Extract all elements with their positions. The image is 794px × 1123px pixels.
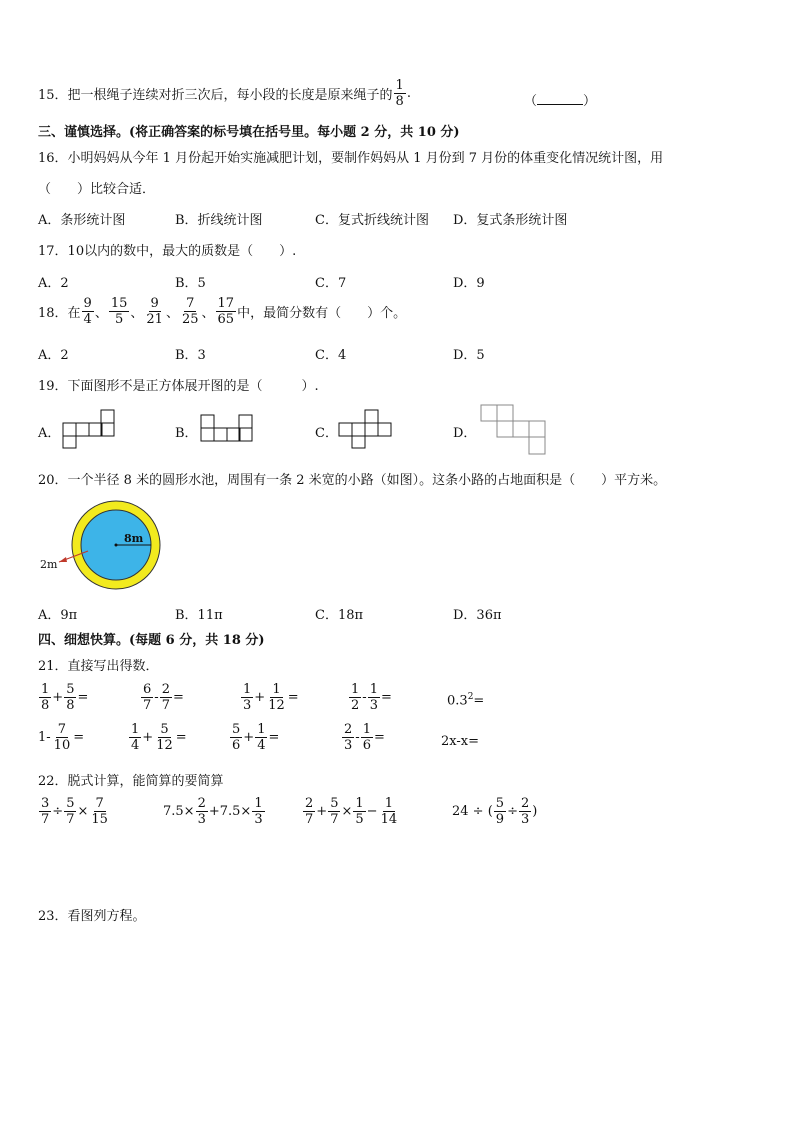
q17-option-a[interactable]: A．2 (38, 276, 69, 291)
q18-fraction: $\frac{9}{4}$ (83, 296, 92, 327)
q17-option-c[interactable]: C．7 (315, 276, 347, 291)
q21-expr-power: $0.3^2=$ (447, 692, 485, 709)
q19-net-d (480, 404, 546, 456)
q20-radius-label: 8m (124, 532, 144, 545)
q16-option-c[interactable]: C．复式折线统计图 (315, 213, 429, 228)
q20-option-c[interactable]: C．18π (315, 608, 364, 623)
q19-net-c (338, 409, 392, 449)
q21-expr: $\frac{1}{8}$ + $\frac{5}{8}$ = (41, 682, 89, 713)
q18-option-a[interactable]: A．2 (38, 348, 69, 363)
q21-expr: 1- $\frac{7}{10}$ = (38, 722, 85, 753)
q18-fraction: $\frac{15}{5}$ (110, 296, 128, 327)
q18-fraction: $\frac{17}{65}$ (217, 296, 235, 327)
q21-text: 21．直接写出得数． (38, 659, 159, 674)
q15-answer-blank[interactable]: （ ） (524, 94, 597, 109)
q22-expr-2: 7.5× $\frac{2}{3}$ +7.5× $\frac{1}{3}$ (163, 796, 263, 827)
q16-option-d[interactable]: D．复式条形统计图 (453, 213, 568, 228)
q18-fraction: $\frac{7}{25}$ (181, 296, 199, 327)
q21-expr: $\frac{6}{7}$ - $\frac{2}{7}$ = (143, 682, 184, 713)
q21-expr: $\frac{1}{4}$ + $\frac{5}{12}$ = (131, 722, 187, 753)
q16-option-a[interactable]: A．条形统计图 (38, 213, 126, 228)
q22-expr-4: 24 ÷ ( $\frac{5}{9}$ ÷ $\frac{2}{3}$ ) (452, 796, 538, 827)
q21-expr: $\frac{5}{6}$ + $\frac{1}{4}$ = (232, 722, 280, 753)
q19-option-c[interactable]: C． (315, 426, 338, 441)
q18-option-b[interactable]: B．3 (175, 348, 206, 363)
q19-option-d[interactable]: D． (453, 426, 477, 441)
q15-fraction: $\frac{1}{8}$ (395, 78, 404, 109)
q21-expr: $\frac{2}{3}$ - $\frac{1}{6}$ = (344, 722, 385, 753)
q22-expr-1: $\frac{3}{7}$ ÷ $\frac{5}{7}$ × $\frac{7}{15}$ (41, 796, 108, 827)
q22-text: 22．脱式计算，能简算的要简算 (38, 774, 224, 789)
q17-option-b[interactable]: B．5 (175, 276, 206, 291)
q20-option-d[interactable]: D．36π (453, 608, 502, 623)
q16-line2: （ ）比较合适． (38, 182, 156, 197)
q18-option-d[interactable]: D．5 (453, 348, 485, 363)
q15-text: 15．把一根绳子连续对折三次后，每小段的长度是原来绳子的 (38, 88, 393, 103)
q20-text: 20．一个半径 8 米的圆形水池，周围有一条 2 米宽的小路（如图）。这条小路的占地面积是（ ）平方米。 (38, 473, 667, 488)
q20-pond-figure (36, 498, 166, 594)
q20-width-label: 2m (40, 558, 58, 571)
q17-text: 17．10以内的数中，最大的质数是（ ）. (38, 244, 297, 259)
q20-option-a[interactable]: A．9π (38, 608, 78, 623)
q16-option-b[interactable]: B．折线统计图 (175, 213, 263, 228)
q18-fraction: $\frac{9}{21}$ (146, 296, 163, 327)
q20-option-b[interactable]: B．11π (175, 608, 223, 623)
section-4-title: 四、细想快算。(每题 6 分，共 18 分) (38, 633, 265, 648)
q22-expr-3: $\frac{2}{7}$ + $\frac{5}{7}$ × $\frac{1}{5}$ − $\frac{1}{14}$ (305, 796, 398, 827)
q21-expr-algebra: 2x-x= (441, 734, 479, 749)
q21-expr: $\frac{1}{2}$ - $\frac{1}{3}$ = (351, 682, 392, 713)
q21-expr: $\frac{1}{3}$ + $\frac{1}{12}$ = (243, 682, 299, 713)
q19-option-b[interactable]: B． (175, 426, 198, 441)
q16-line1: 16．小明妈妈从今年 1 月份起开始实施减肥计划，要制作妈妈从 1 月份到 7 月份的体重变化情况统计图，用 (38, 151, 664, 166)
q18-option-c[interactable]: C．4 (315, 348, 347, 363)
q19-net-b (200, 414, 254, 444)
q23-text: 23．看图列方程。 (38, 909, 146, 924)
question-18: 18．在 $\frac{9}{4}$ 、 $\frac{15}{5}$ 、 $\frac{9}{21}$ 、 $\frac{7}{25}$ 、 $\frac{17}{65}$ 中，最简分数有（ ）个。 (38, 296, 407, 327)
q19-net-a (62, 409, 116, 449)
section-3-title: 三、谨慎选择。(将正确答案的标号填在括号里。每小题 2 分，共 10 分) (38, 125, 460, 140)
q19-option-a[interactable]: A． (38, 426, 61, 441)
q19-text: 19．下面图形不是正方体展开图的是（ ）. (38, 379, 319, 394)
q17-option-d[interactable]: D．9 (453, 276, 485, 291)
question-15: 15．把一根绳子连续对折三次后，每小段的长度是原来绳子的 $\frac{1}{8}$ . (38, 78, 411, 109)
